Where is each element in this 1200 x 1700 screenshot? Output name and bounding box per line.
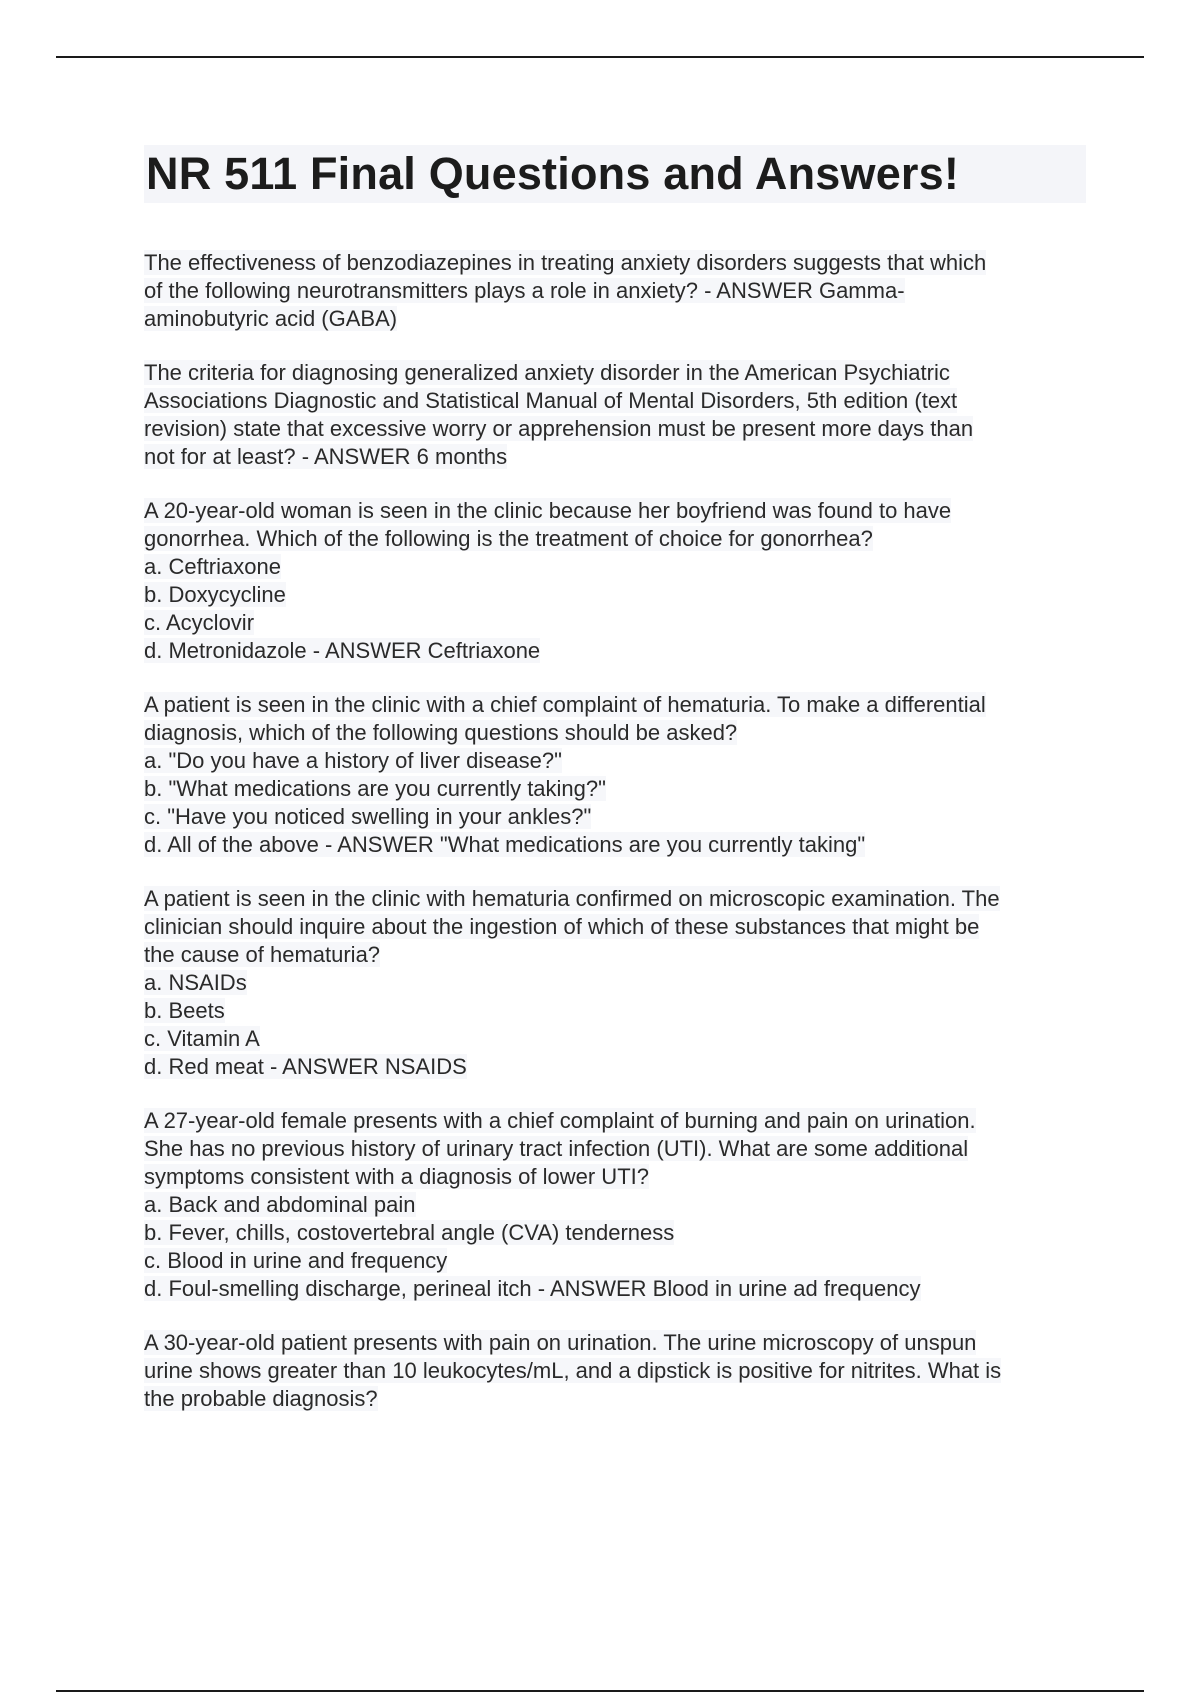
top-divider [56,56,1144,58]
qa-line-text: Associations Diagnostic and Statistical Manual of Mental Disorders, 5th edition (text [144,388,958,413]
qa-line-text: urine shows greater than 10 leukocytes/mL, and a dipstick is positive for nitrites. What is [144,1358,1002,1383]
qa-list [144,249,1086,1413]
qa-block [144,359,1086,471]
qa-line-text: c. Acyclovir [144,610,255,635]
page-title: NR 511 Final Questions and Answers! [144,145,1086,203]
qa-line [144,581,1086,609]
qa-line-text: clinician should inquire about the ingestion of which of these substances that might be [144,914,980,939]
qa-line-text: gonorrhea. Which of the following is the treatment of choice for gonorrhea? [144,526,873,551]
qa-line-text: b. Doxycycline [144,582,286,607]
qa-line [144,305,1086,333]
qa-line [144,1357,1086,1385]
qa-block [144,1329,1086,1413]
qa-line-text: a. Ceftriaxone [144,554,281,579]
qa-line-text: a. NSAIDs [144,970,247,995]
qa-line [144,553,1086,581]
qa-line-text: revision) state that excessive worry or apprehension must be present more days than [144,416,974,441]
qa-line-text: d. Red meat - ANSWER NSAIDS [144,1054,467,1079]
qa-line [144,249,1086,277]
qa-line-text: A 20-year-old woman is seen in the clinic because her boyfriend was found to have [144,498,952,523]
qa-line-text: not for at least? - ANSWER 6 months [144,444,508,469]
qa-line-text: d. Foul-smelling discharge, perineal itch - ANSWER Blood in urine ad frequency [144,1276,921,1301]
qa-line [144,497,1086,525]
qa-line [144,359,1086,387]
qa-line [144,609,1086,637]
qa-line [144,1275,1086,1303]
qa-line [144,775,1086,803]
qa-line-text: She has no previous history of urinary tract infection (UTI). What are some additional [144,1136,969,1161]
qa-line [144,747,1086,775]
qa-block [144,497,1086,665]
qa-line [144,525,1086,553]
qa-line-text: aminobutyric acid (GABA) [144,306,398,331]
qa-block [144,1107,1086,1303]
qa-line-text: b. Beets [144,998,225,1023]
qa-line [144,997,1086,1025]
qa-line-text: The effectiveness of benzodiazepines in treating anxiety disorders suggests that which [144,250,987,275]
qa-line-text: c. Vitamin A [144,1026,260,1051]
qa-line [144,1163,1086,1191]
qa-line [144,387,1086,415]
qa-line [144,1191,1086,1219]
qa-block [144,249,1086,333]
document-body [144,145,1086,1439]
qa-line-text: b. "What medications are you currently taking?" [144,776,606,801]
qa-line [144,941,1086,969]
qa-line [144,1385,1086,1413]
qa-line-text: A 30-year-old patient presents with pain on urination. The urine microscopy of unspun [144,1330,977,1355]
qa-line [144,1135,1086,1163]
qa-line [144,969,1086,997]
qa-line-text: a. Back and abdominal pain [144,1192,416,1217]
qa-line-text: The criteria for diagnosing generalized anxiety disorder in the American Psychiatric [144,360,950,385]
qa-line [144,415,1086,443]
qa-line-text: the cause of hematuria? [144,942,381,967]
qa-line [144,443,1086,471]
qa-line [144,1107,1086,1135]
qa-line [144,691,1086,719]
qa-block [144,885,1086,1081]
qa-line-text: A 27-year-old female presents with a chief complaint of burning and pain on urination. [144,1108,976,1133]
qa-line [144,831,1086,859]
qa-line [144,803,1086,831]
qa-line-text: A patient is seen in the clinic with a chief complaint of hematuria. To make a differential [144,692,986,717]
qa-line-text: d. Metronidazole - ANSWER Ceftriaxone [144,638,541,663]
qa-line [144,1053,1086,1081]
qa-line-text: diagnosis, which of the following questions should be asked? [144,720,738,745]
bottom-divider [56,1690,1144,1692]
qa-line [144,1219,1086,1247]
qa-line-text: A patient is seen in the clinic with hematuria confirmed on microscopic examination. The [144,886,1000,911]
qa-line [144,885,1086,913]
qa-line-text: the probable diagnosis? [144,1386,378,1411]
qa-line-text: c. "Have you noticed swelling in your ankles?" [144,804,592,829]
qa-line [144,719,1086,747]
qa-line [144,1025,1086,1053]
qa-line-text: symptoms consistent with a diagnosis of lower UTI? [144,1164,649,1189]
qa-line [144,637,1086,665]
qa-line-text: c. Blood in urine and frequency [144,1248,448,1273]
qa-line [144,1247,1086,1275]
qa-line-text: d. All of the above - ANSWER "What medications are you currently taking" [144,832,866,857]
qa-line-text: a. "Do you have a history of liver disease?" [144,748,562,773]
qa-line [144,277,1086,305]
qa-line-text: of the following neurotransmitters plays a role in anxiety? - ANSWER Gamma- [144,278,905,303]
qa-line [144,913,1086,941]
qa-line [144,1329,1086,1357]
qa-block [144,691,1086,859]
qa-line-text: b. Fever, chills, costovertebral angle (CVA) tenderness [144,1220,675,1245]
